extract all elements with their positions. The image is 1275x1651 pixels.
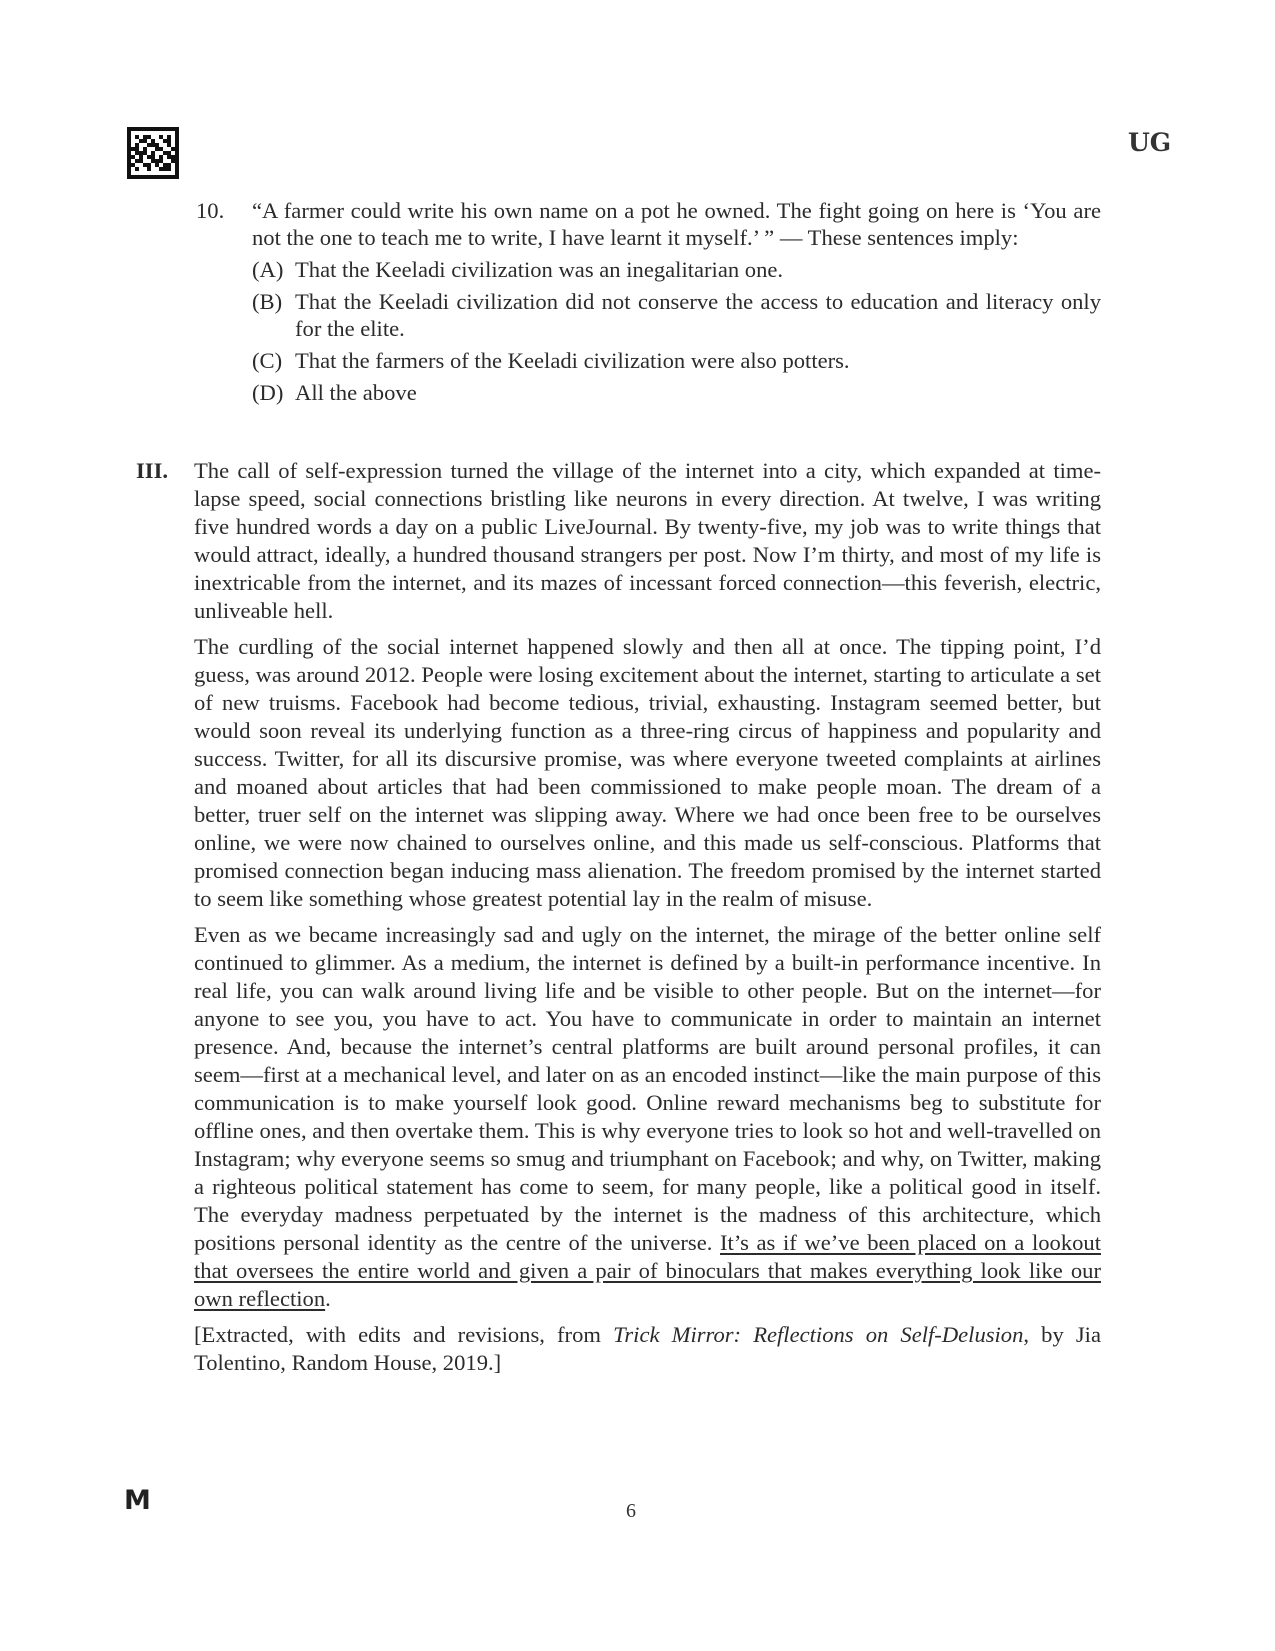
option-a[interactable] [252, 256, 1101, 283]
passage-section-iii [136, 457, 1101, 1385]
citation-prefix: [Extracted, with edits and revisions, from [194, 1322, 614, 1347]
paper-code: UG [1128, 128, 1172, 157]
paragraph-end: . [325, 1286, 331, 1311]
question-number: 10. [196, 198, 225, 223]
passage-paragraph-1: The call of self-expression turned the village of the internet into a city, which expanded at time-lapse speed, social connections bristling like neurons in every direction. At twelve, I was writing five hundred words a day on a public LiveJournal. By twenty-five, my job was to write things that would attract, ideally, a hundred thousand strangers per post. Now I’m thirty, and most of my life is inextricable from the internet, and its mazes of incessant forced connection—this feverish, electric, unliveable hell. [194, 458, 1101, 623]
source-citation [194, 1321, 1101, 1377]
qr-code-icon [127, 127, 179, 179]
question-10 [196, 197, 1101, 406]
option-label: (A) [252, 257, 284, 282]
option-b[interactable] [252, 288, 1101, 342]
option-text: That the farmers of the Keeladi civilization were also potters. [295, 348, 850, 373]
underlined-sentence: It’s as if we’ve been placed on a lookout that oversees the entire world and given a pair of binoculars that makes everything look like our own reflection [194, 1230, 1101, 1311]
citation-suffix: , by Jia Tolentino, Random House, 2019.] [194, 1322, 1101, 1375]
passage-paragraph-2: The curdling of the social internet happened slowly and then all at once. The tipping point, I’d guess, was around 2012. People were losing excitement about the internet, starting to articulate a set of new truisms. Facebook had become tedious, trivial, exhausting. Instagram seemed better, but would soon reveal its underlying function as a three-ring circus of happiness and popularity and success. Twitter, for all its discursive promise, was where everyone tweeted complaints at airlines and moaned about articles that had been commissioned to make people moan. The dream of a better, truer self on the internet was slipping away. Where we had once been free to be ourselves online, we were now chained to ourselves online, and this made us self-conscious. Platforms that promised connection began inducing mass alienation. The freedom promised by the internet started to seem like something whose greatest potential lay in the realm of misuse. [194, 634, 1101, 911]
option-label: (D) [252, 380, 284, 405]
option-list [252, 256, 1101, 406]
option-text: All the above [295, 380, 417, 405]
section-label: III. [136, 458, 169, 483]
passage-body [194, 457, 1101, 1385]
book-title: Trick Mirror: Reflections on Self-Delusion [613, 1322, 1024, 1347]
option-label: (C) [252, 348, 283, 373]
series-mark: M [124, 1485, 151, 1516]
option-text: That the Keeladi civilization did not conserve the access to education and literacy only for the elite. [295, 289, 1101, 341]
option-label: (B) [252, 289, 283, 314]
passage-paragraph-3 [194, 921, 1101, 1313]
option-text: That the Keeladi civilization was an inegalitarian one. [295, 257, 784, 282]
option-d[interactable] [252, 379, 1101, 406]
option-c[interactable] [252, 347, 1101, 374]
paragraph-text: Even as we became increasingly sad and ugly on the internet, the mirage of the better online self continued to glimmer. As a medium, the internet is defined by a built-in performance incentive. In real life, you can walk around living life and be visible to other people. But on the internet—for anyone to see you, you have to act. You have to communicate in order to maintain an internet presence. And, because the internet’s central platforms are built around personal profiles, it can seem—first at a mechanical level, and later on as an encoded instinct—like the main purpose of this communication is to make yourself look good. Online reward mechanisms beg to substitute for offline ones, and then overtake them. This is why everyone tries to look so hot and well-travelled on Instagram; why everyone seems so smug and triumphant on Facebook; and why, on Twitter, making a righteous political statement has come to seem, for many people, like a political good in itself. The everyday madness perpetuated by the internet is the madness of this architecture, which positions personal identity as the centre of the universe. [194, 922, 1101, 1255]
question-text: “A farmer could write his own name on a pot he owned. The fight going on here is ‘You are not the one to teach me to write, I have learnt it myself.’ ” — These sentences imply: [252, 198, 1101, 250]
page-number: 6 [626, 1500, 636, 1522]
